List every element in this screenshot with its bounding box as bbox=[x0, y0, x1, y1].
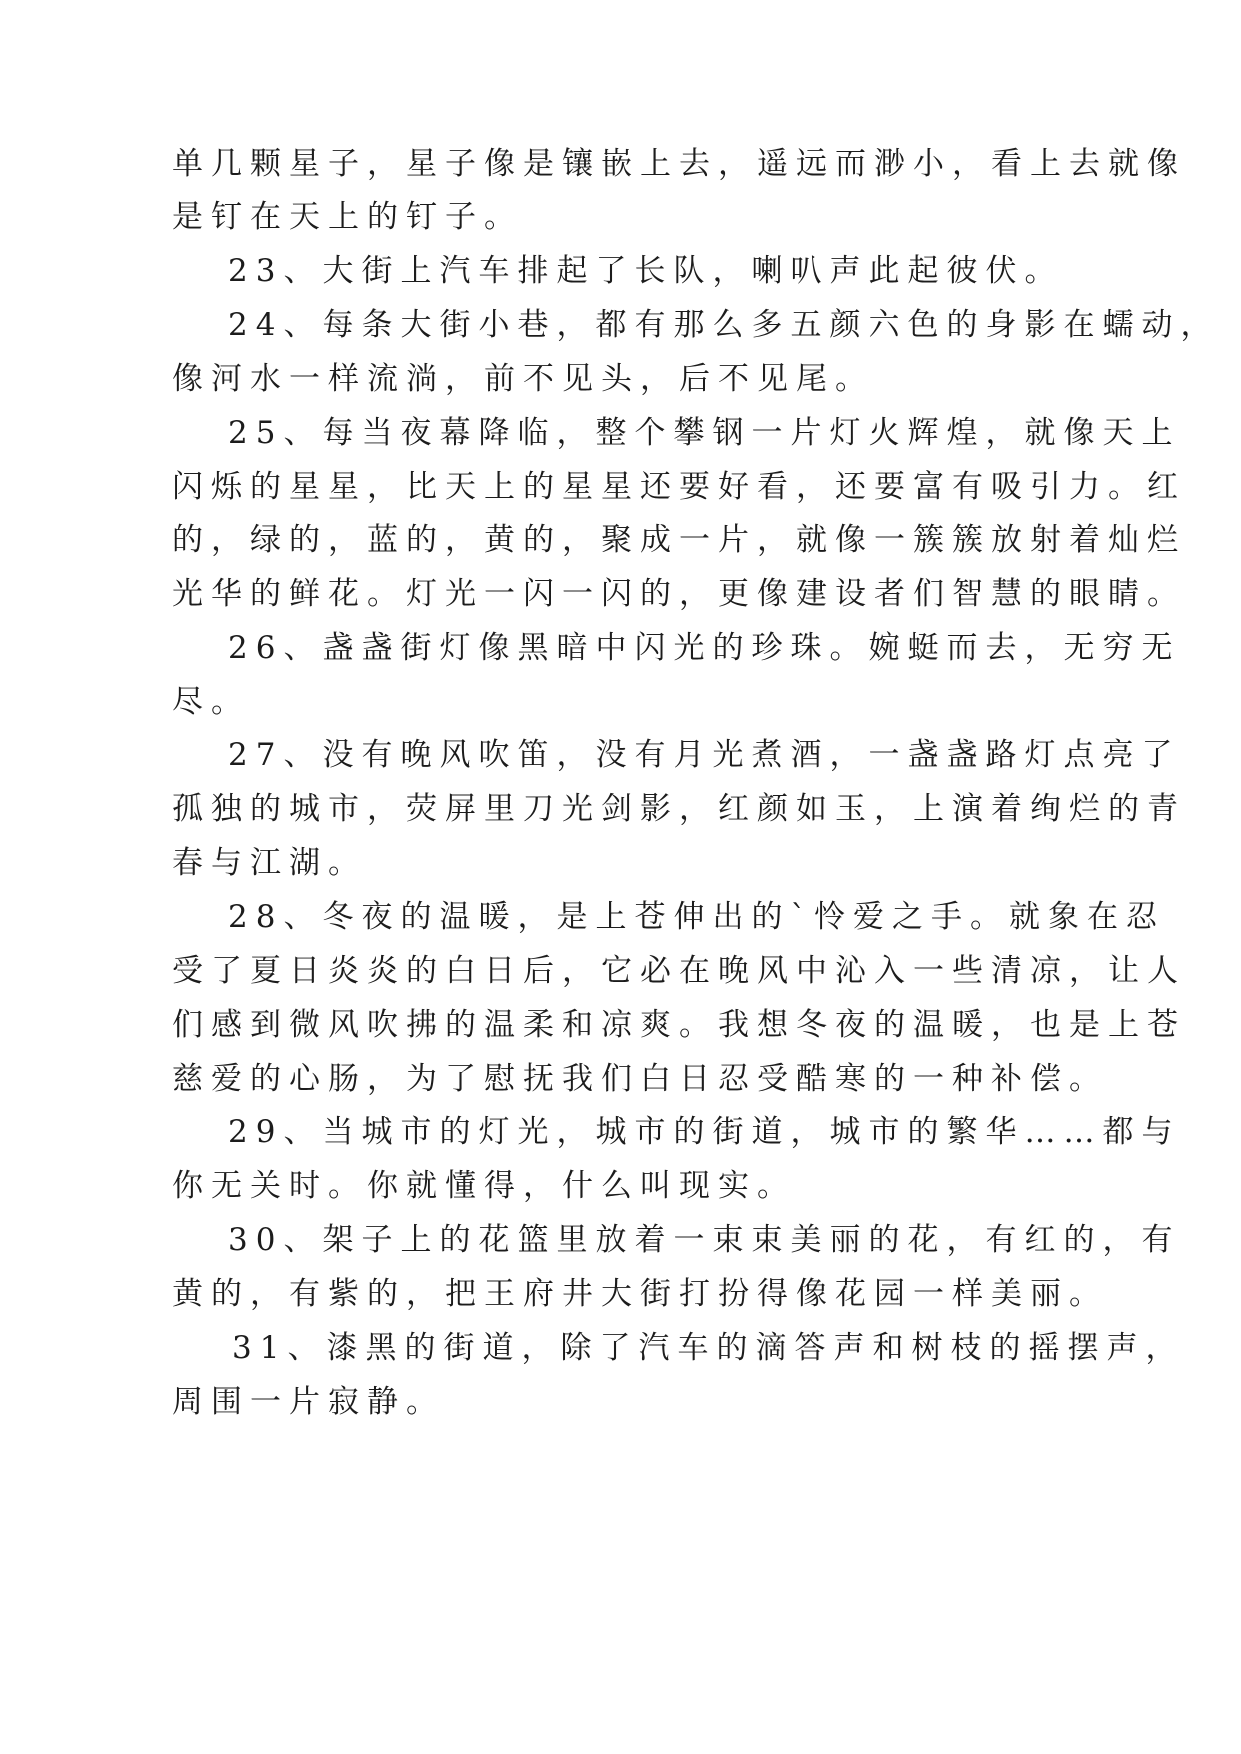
text-line-16: 受了夏日炎炎的白日后，它必在晚风中沁入一些清凉，让人 bbox=[172, 953, 1186, 989]
text-line-24: 周围一片寂静。 bbox=[172, 1384, 445, 1420]
text-line-18: 慈爱的心肠，为了慰抚我们白日忍受酷寒的一种补偿。 bbox=[172, 1061, 1108, 1097]
text-line-22: 黄的，有紫的，把王府井大街打扮得像花园一样美丽。 bbox=[172, 1276, 1108, 1312]
text-line-11: 尽。 bbox=[172, 684, 250, 720]
text-line-3: 23、大街上汽车排起了长队，喇叭声此起彼伏。 bbox=[228, 253, 1064, 289]
text-line-4: 24、每条大街小巷，都有那么多五颜六色的身影在蠕动， bbox=[228, 307, 1220, 343]
text-line-10: 26、盏盏街灯像黑暗中闪光的珍珠。婉蜓而去，无穷无 bbox=[228, 630, 1181, 666]
text-line-8: 的，绿的，蓝的，黄的，聚成一片，就像一簇簇放射着灿烂 bbox=[172, 522, 1186, 558]
text-line-17: 们感到微风吹拂的温柔和凉爽。我想冬夜的温暖，也是上苍 bbox=[172, 1007, 1186, 1043]
text-line-1: 单几颗星子，星子像是镶嵌上去，遥远而渺小，看上去就像 bbox=[172, 146, 1186, 182]
text-line-14: 春与江湖。 bbox=[172, 845, 367, 881]
text-line-21: 30、架子上的花篮里放着一束束美丽的花，有红的，有 bbox=[228, 1222, 1181, 1258]
text-line-2: 是钉在天上的钉子。 bbox=[172, 199, 523, 235]
text-line-23: 31、漆黑的街道，除了汽车的滴答声和树枝的摇摆声， bbox=[232, 1330, 1185, 1366]
text-line-13: 孤独的城市，荧屏里刀光剑影，红颜如玉，上演着绚烂的青 bbox=[172, 791, 1186, 827]
text-line-6: 25、每当夜幕降临，整个攀钢一片灯火辉煌，就像天上 bbox=[228, 415, 1181, 451]
text-line-9: 光华的鲜花。灯光一闪一闪的，更像建设者们智慧的眼睛。 bbox=[172, 576, 1186, 612]
text-line-12: 27、没有晚风吹笛，没有月光煮酒，一盏盏路灯点亮了 bbox=[228, 737, 1181, 773]
text-line-19: 29、当城市的灯光，城市的街道，城市的繁华……都与 bbox=[228, 1114, 1181, 1150]
text-line-5: 像河水一样流淌，前不见头，后不见尾。 bbox=[172, 361, 874, 397]
text-line-7: 闪烁的星星，比天上的星星还要好看，还要富有吸引力。红 bbox=[172, 469, 1186, 505]
text-line-15: 28、冬夜的温暖，是上苍伸出的`怜爱之手。就象在忍 bbox=[228, 899, 1165, 935]
text-line-20: 你无关时。你就懂得，什么叫现实。 bbox=[172, 1168, 796, 1204]
